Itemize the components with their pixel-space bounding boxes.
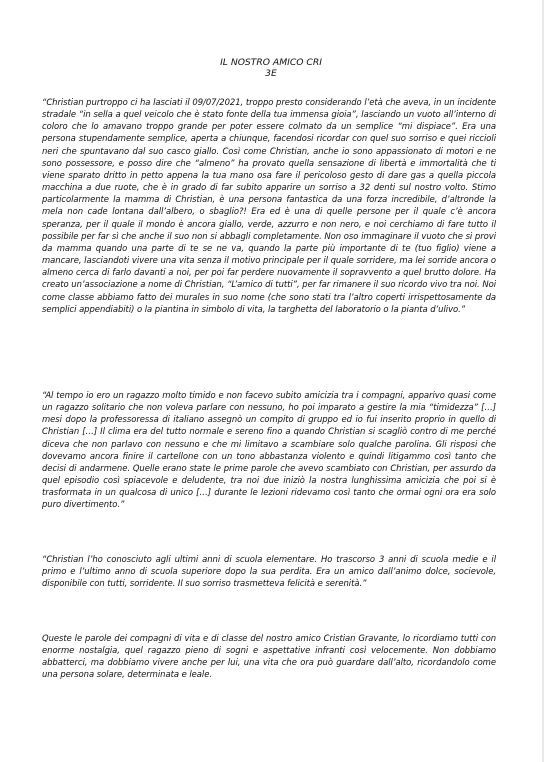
paragraph-text: Queste le parole dei compagni di vita e di classe del nostro amico Cristian Gravante, lo ricordiamo tutti con enorme nostalgia, quel ragazzo pieno di sogni e aspettative infranti così velocemente. Non dobbiamo abbatterci, ma dobbiamo vivere anche per lui, una vita che ora può guardare dall’alto, ricordandolo come una persona solare, determinata e leale. bbox=[42, 633, 496, 680]
document-header bbox=[0, 0, 542, 79]
paragraph-school-memory bbox=[42, 553, 496, 589]
paragraph-text: “Christian purtroppo ci ha lasciati il 09/07/2021, troppo presto considerando l’età che aveva, in un incidente stradale “in sella a quel veicolo che è stato fonte della tua immensa gioia”, lasciando un vuoto all’interno di coloro che lo amavano troppo grande per poter essere colmato da un semplice “mi dispiace”. Era una persona stupendamente semplice, aperta a chiunque, facendosi ricordar con quel suo sorriso e quei riccioli neri che spuntavano dal suo casco giallo. Così come Christian, anche io sono appassionato di motori e ne sono possessore, e posso dire che “almeno” ha provato quella sensazione di libertà e immortalità che ti viene sparato dritto in petto appena la tua mano osa fare il pericoloso gesto di dare gas a quella piccola macchina a due ruote, che è in grado di far subito apparire un sorriso a 32 denti sul nostro volto. Stimo particolarmente la mamma di Christian, è una persona fantastica da una forza incredibile, d’altronde la mela non cade lontana dall’albero, o sbaglio?! Era ed è una di quelle persone per il quale c’è ancora speranza, per il quale il mondo è ancora giallo, verde, azzurro e non nero, e noi cerchiamo di fare tutto il possibile per far sì che anche il suo non si abbagli completamente. Non oso immaginare il vuoto che si provi da mamma quando una parte di te se ne va, quando la parte più importante di te (tuo figlio) viene a mancare, lasciandoti vivere una vita senza il motivo principale per il quale sorridere, ma lei sorride ancora o almeno cerca di farlo davanti a noi, per poi far perdere nuovamente il sopravvento a quel brutto dolore. Ha creato un’associazione a nome di Christian, “L’amico di tutti”, per far rimanere il suo ricordo vivo tra noi. Noi come classe abbiamo fatto dei murales in suo nome (che sono stati tra l’altro coperti irrispettosamente da semplici appendiabiti) o la piantina in simbolo di vita, la targhetta del laboratorio o la pianta d’ulivo.” bbox=[42, 97, 496, 314]
paragraph-closing bbox=[42, 632, 496, 681]
document-title: IL NOSTRO AMICO CRI bbox=[220, 57, 322, 68]
paragraph-friendship-memory bbox=[42, 389, 496, 511]
paragraph-tribute bbox=[42, 96, 496, 315]
paragraph-text: “Al tempo io ero un ragazzo molto timido e non facevo subito amicizia tra i compagni, apparivo quasi come un ragazzo solitario che non voleva parlare con nessuno, ho poi imparato a gestire la mia “timidezza” […] mesi dopo la professoressa di italiano assegnò un compito di gruppo ed io fui inserito proprio in quello di Christian […] Il clima era del tutto normale e sereno fino a quando Christian si scagliò contro di me perché diceva che non parlavo con nessuno e che mi limitavo a scambiare solo qualche parolina. Gli risposi che dovevamo ancora finire il cartellone con un tono abbastanza violento e quindi litigammo così tanto che decisi di andarmene. Quelle erano state le prime parole che avevo scambiato con Christian, per assurdo da quel episodio così spiacevole e deludente, tra noi due iniziò la nostra lunghissima amicizia che poi si è trasformata in un qualcosa di unico […] durante le lezioni ridevamo così tanto che ormai ogni ora era solo puro divertimento.” bbox=[42, 390, 496, 510]
document-class-label: 3E bbox=[265, 68, 277, 79]
paragraph-text: “Christian l’ho conosciuto agli ultimi anni di scuola elementare. Ho trascorso 3 anni di scuola medie e il primo e l’ultimo anno di scuola superiore dopo la sua perdita. Era un amico dall’animo dolce, socievole, disponibile con tutti, sorridente. Il suo sorriso trasmetteva felicità e serenità.” bbox=[42, 554, 496, 589]
